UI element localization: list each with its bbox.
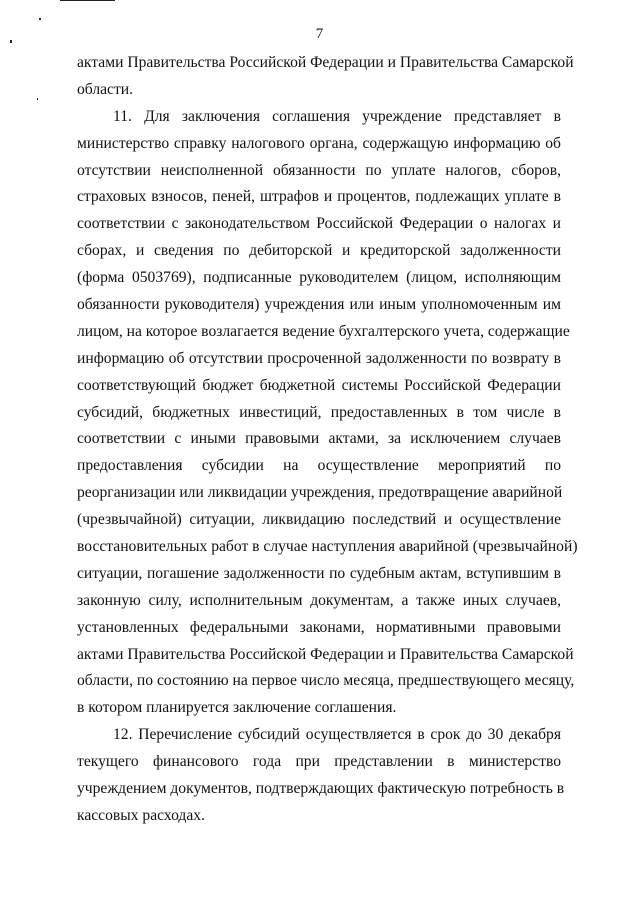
text-line: (чрезвычайной) ситуации, ликвидацию последствий и осуществление [77,511,561,529]
scan-artifact-dot [39,18,41,20]
document-body [77,50,578,830]
page-number: 7 [315,26,324,42]
scan-artifact-dot [37,98,38,100]
text-line: законную силу, исполнительным документам, а также иных случаев, [77,591,561,609]
text-line: ситуации, погашение задолженности по судебным актам, вступившим в [77,564,561,582]
text-line: сборах, и сведения по дебиторской и кредиторской задолженности [77,242,561,260]
text-line: кассовых расходах. [77,806,205,824]
text-line: области, по состоянию на первое число месяца, предшествующего месяцу, [77,672,575,690]
text-line: лицом, на которое возлагается ведение бухгалтерского учета, содержащие [77,322,570,340]
text-line: субсидий, бюджетных инвестиций, предоставленных в том числе в [77,403,561,421]
text-line: реорганизации или ликвидации учреждения, предотвращение аварийной [77,484,563,502]
text-line: обязанности руководителя) учреждения или иным уполномоченным им [77,296,561,314]
text-line: в котором планируется заключение соглашения. [77,699,397,717]
text-line: области. [77,80,134,98]
text-line: восстановительных работ в случае наступления аварийной (чрезвычайной) [77,538,578,556]
text-line: текущего финансового года при представлении в министерство [77,753,561,771]
paragraph [77,104,578,722]
text-line: министерство справку налогового органа, содержащую информацию об [77,134,561,152]
text-line: актами Правительства Российской Федерации и Правительства Самарской [77,645,574,663]
text-line: соответствии с законодательством Российской Федерации о налогах и [77,215,561,233]
paragraph [77,50,574,104]
text-line: отсутствии неисполненной обязанности по уплате налогов, сборов, [77,161,561,179]
text-line: предоставления субсидии на осуществление мероприятий по [77,457,561,475]
text-line: 11. Для заключения соглашения учреждение представляет в [113,107,561,125]
scan-artifact-line [60,0,115,1]
text-line: установленных федеральными законами, нормативными правовыми [77,618,561,636]
text-line: актами Правительства Российской Федерации и Правительства Самарской [77,54,574,71]
text-line: соответствующий бюджет бюджетной системы Российской Федерации [77,376,561,394]
text-line: 12. Перечисление субсидий осуществляется в срок до 30 декабря [113,726,561,744]
text-line: информацию об отсутствии просроченной задолженности по возврату в [77,349,561,367]
paragraph [77,722,565,830]
text-line: соответствии с иными правовыми актами, за исключением случаев [77,430,561,448]
text-line: учреждением документов, подтверждающих фактическую потребность в [77,780,565,798]
text-line: страховых взносов, пеней, штрафов и процентов, подлежащих уплате в [77,188,561,206]
text-line: (форма 0503769), подписанные руководителем (лицом, исполняющим [77,269,561,287]
